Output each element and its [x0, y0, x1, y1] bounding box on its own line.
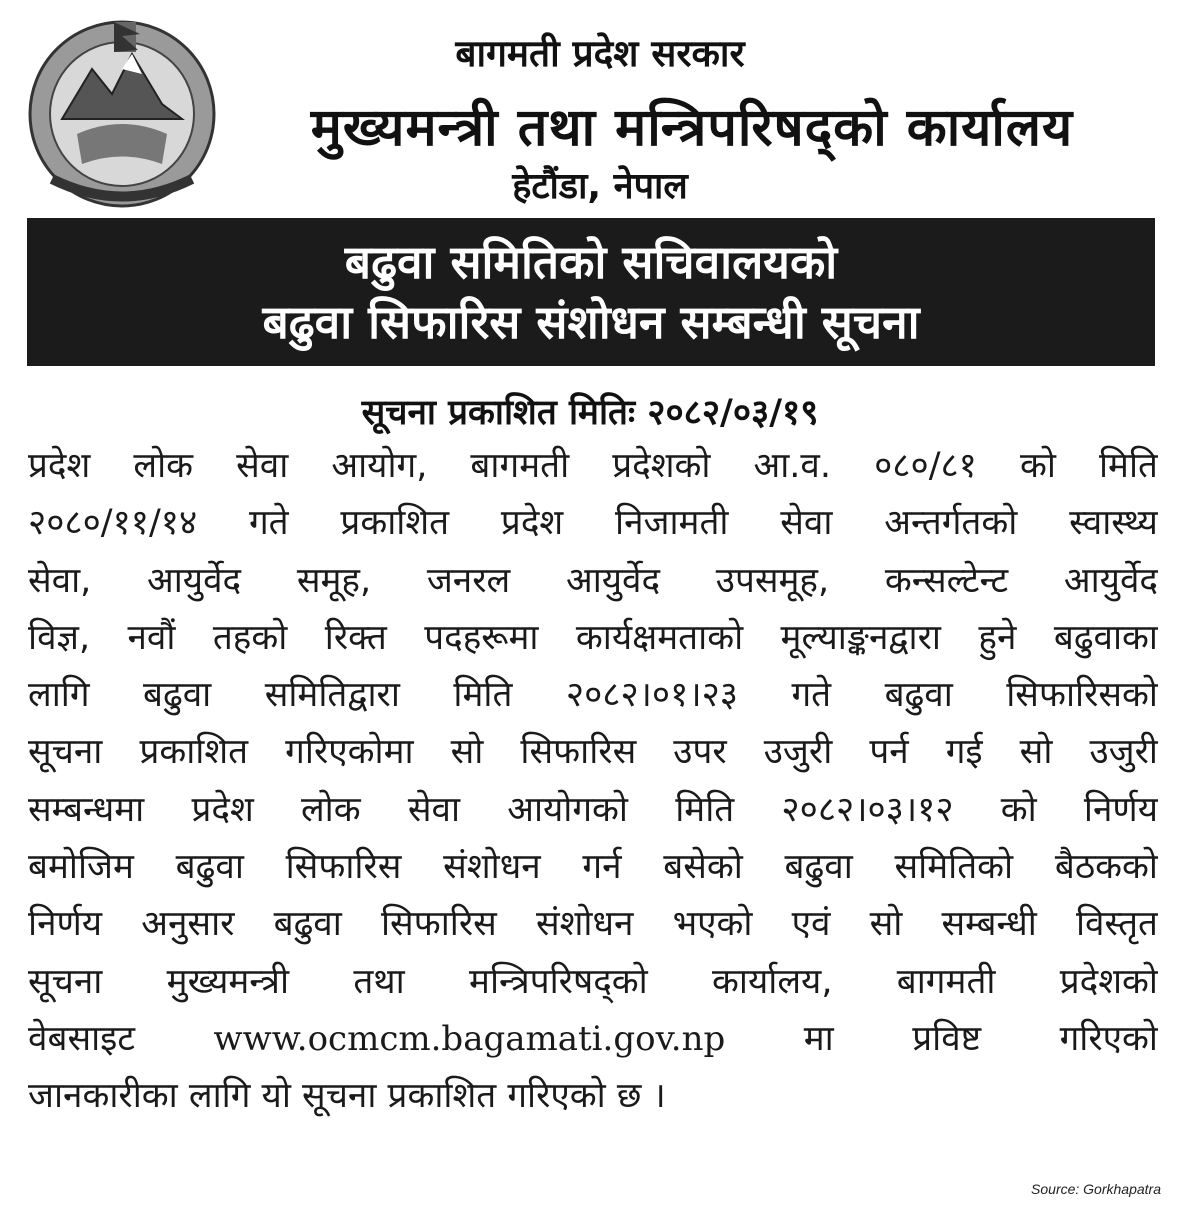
website-prefix: वेबसाइट [28, 1018, 135, 1059]
body-line: सूचना प्रकाशित गरिएकोमा सो सिफारिस उपर उजुरी पर्न गई सो उजुरी [28, 732, 1158, 773]
body-line: विज्ञ, नवौं तहको रिक्त पदहरूमा कार्यक्षमताको मूल्याङ्कनद्वारा हुने बढुवाका [28, 617, 1158, 658]
body-line: २०८०/११/१४ गते प्रकाशित प्रदेश निजामती सेवा अन्तर्गतको स्वास्थ्य [28, 503, 1158, 544]
source-credit: Source: Gorkhapatra [1031, 1181, 1161, 1197]
notice-body [28, 438, 1158, 1126]
website-line [28, 1011, 1158, 1068]
body-line: बमोजिम बढुवा सिफारिस संशोधन गर्न बसेको बढुवा समितिको बैठकको [28, 847, 1158, 888]
notice-title-banner [27, 218, 1155, 366]
body-line: लागि बढुवा समितिद्वारा मिति २०८२।०१।२३ गते बढुवा सिफारिसको [28, 675, 1158, 716]
office-name: मुख्यमन्त्री तथा मन्त्रिपरिषद्को कार्यालय [310, 98, 1074, 158]
nepal-government-emblem-icon [22, 14, 222, 214]
closing-line: जानकारीका लागि यो सूचना प्रकाशित गरिएको छ । [28, 1076, 666, 1117]
publish-date: सूचना प्रकाशित मितिः २०८२/०३/१९ [361, 393, 819, 433]
banner-line-1: बढुवा समितिको सचिवालयको [344, 235, 838, 289]
website-url[interactable]: www.ocmcm.bagamati.gov.np [213, 1018, 726, 1059]
government-name: बागमती प्रदेश सरकार [455, 32, 745, 75]
body-line: सम्बन्धमा प्रदेश लोक सेवा आयोगको मिति २०८२।०३।१२ को निर्णय [28, 789, 1158, 830]
body-line: सेवा, आयुर्वेद समूह, जनरल आयुर्वेद उपसमूह, कन्सल्टेन्ट आयुर्वेद [28, 560, 1158, 601]
body-line: निर्णय अनुसार बढुवा सिफारिस संशोधन भएको एवं सो सम्बन्धी विस्तृत [28, 904, 1158, 945]
website-suffix: मा प्रविष्ट गरिएको [803, 1018, 1158, 1059]
body-line: सूचना मुख्यमन्त्री तथा मन्त्रिपरिषद्को कार्यालय, बागमती प्रदेशको [28, 961, 1158, 1002]
body-line: प्रदेश लोक सेवा आयोग, बागमती प्रदेशको आ.व. ०८०/८१ को मिति [28, 446, 1158, 486]
office-location: हेटौंडा, नेपाल [512, 166, 688, 207]
banner-line-2: बढुवा सिफारिस संशोधन सम्बन्धी सूचना [262, 295, 920, 349]
